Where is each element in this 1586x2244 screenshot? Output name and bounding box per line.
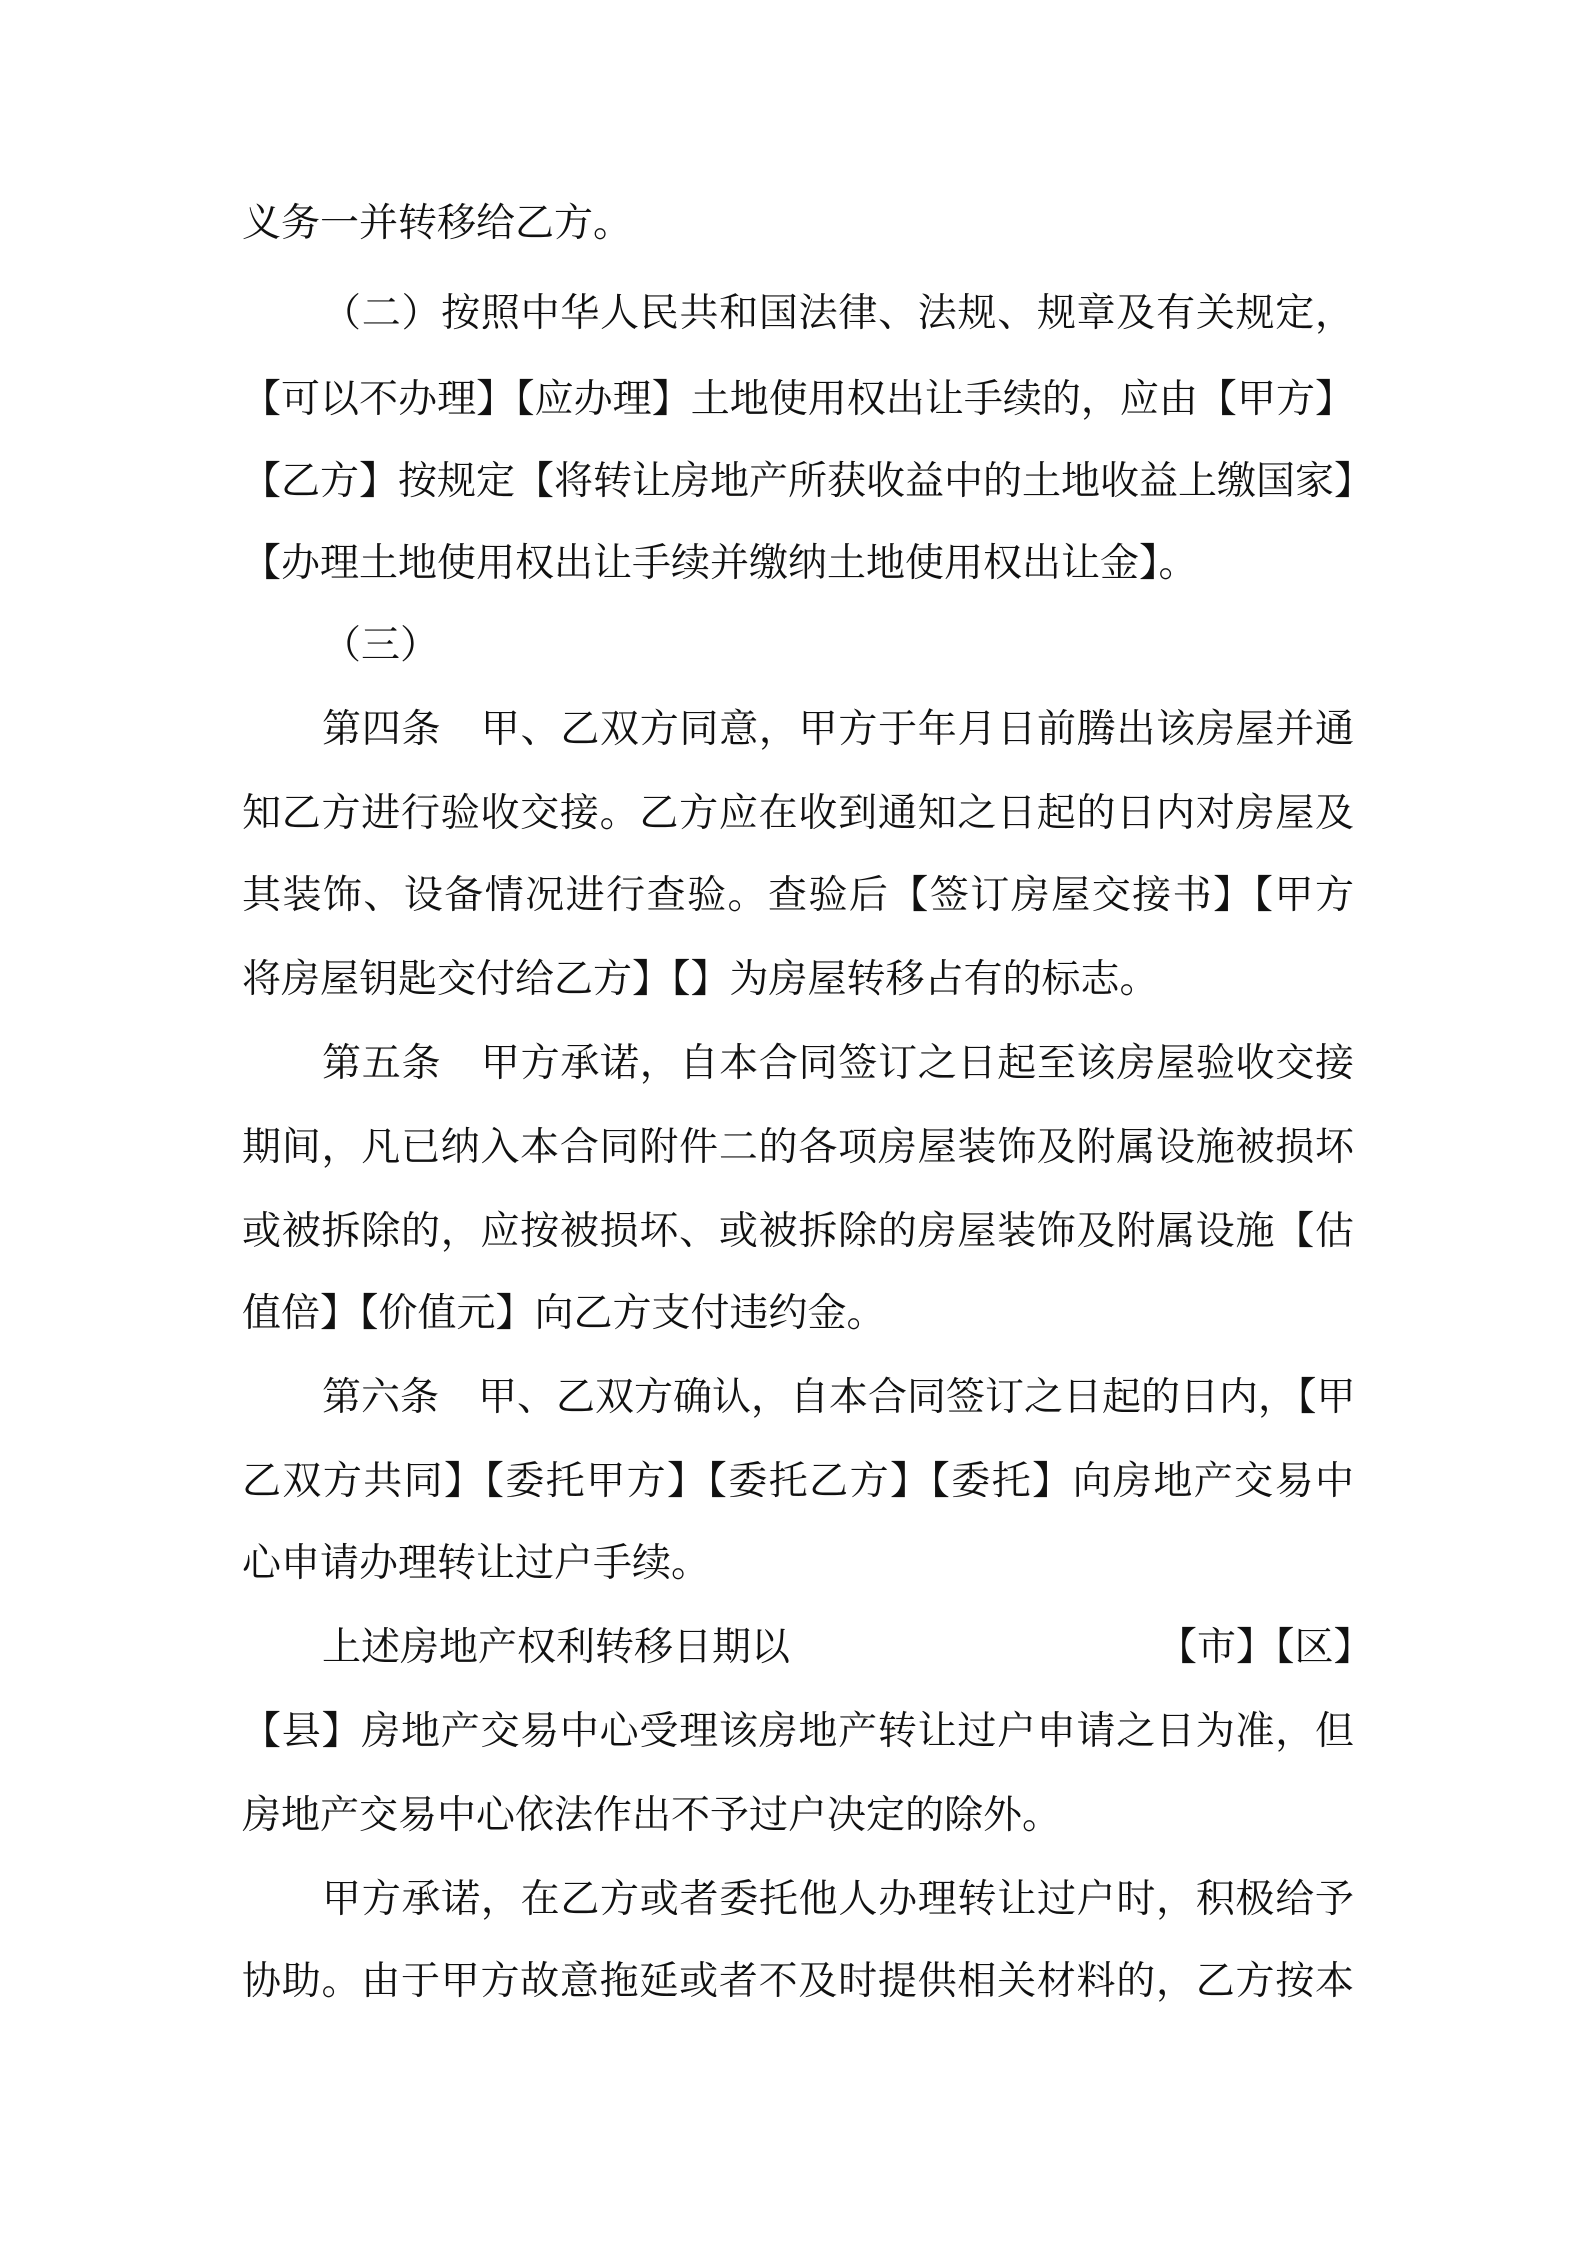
text-line: 第四条 甲、乙双方同意，甲方于年月日前腾出该房屋并通 — [322, 707, 1354, 752]
text-line: 义务一并转移给乙方。 — [242, 201, 633, 246]
text-line: （二）按照中华人民共和国法律、法规、规章及有关规定， — [322, 291, 1354, 336]
text-line: 心申请办理转让过户手续。 — [242, 1541, 711, 1586]
text-line: 【办理土地使用权出让手续并缴纳土地使用权出让金】。 — [242, 541, 1198, 586]
text-line: 房地产交易中心依法作出不予过户决定的除外。 — [242, 1793, 1062, 1838]
text-line: 甲方承诺，在乙方或者委托他人办理转让过户时，积极给予 — [322, 1877, 1354, 1922]
text-line: 【可以不办理】【应办理】土地使用权出让手续的，应由【甲方】 — [242, 377, 1354, 422]
text-line: 协助。由于甲方故意拖延或者不及时提供相关材料的，乙方按本 — [242, 1959, 1354, 2004]
text-line: 【县】房地产交易中心受理该房地产转让过户申请之日为准，但 — [242, 1709, 1354, 1754]
text-line: 乙双方共同】【委托甲方】【委托乙方】【委托】向房地产交易中 — [242, 1459, 1354, 1504]
text-line: 知乙方进行验收交接。乙方应在收到通知之日起的日内对房屋及 — [242, 791, 1354, 836]
text-line: 将房屋钥匙交付给乙方】【】为房屋转移占有的标志。 — [242, 957, 1159, 1002]
text-line-left: 上述房地产权利转移日期以 — [322, 1625, 791, 1670]
text-line: 第六条 甲、乙双方确认，自本合同签订之日起的日内，【甲 — [322, 1375, 1356, 1420]
text-line: （三） — [322, 623, 440, 668]
text-line: 期间，凡已纳入本合同附件二的各项房屋装饰及附属设施被损坏 — [242, 1125, 1354, 1170]
text-line: 第五条 甲方承诺，自本合同签订之日起至该房屋验收交接 — [322, 1041, 1354, 1086]
text-line: 【乙方】按规定【将转让房地产所获收益中的土地收益上缴国家】 — [242, 459, 1374, 504]
text-line: 值倍】【价值元】向乙方支付违约金。 — [242, 1291, 886, 1336]
text-line: 其装饰、设备情况进行查验。查验后【签订房屋交接书】【甲方 — [242, 873, 1354, 918]
text-line-right: 【市】【区】 — [1158, 1625, 1373, 1670]
text-line: 或被拆除的，应按被损坏、或被拆除的房屋装饰及附属设施【估 — [242, 1209, 1354, 1254]
